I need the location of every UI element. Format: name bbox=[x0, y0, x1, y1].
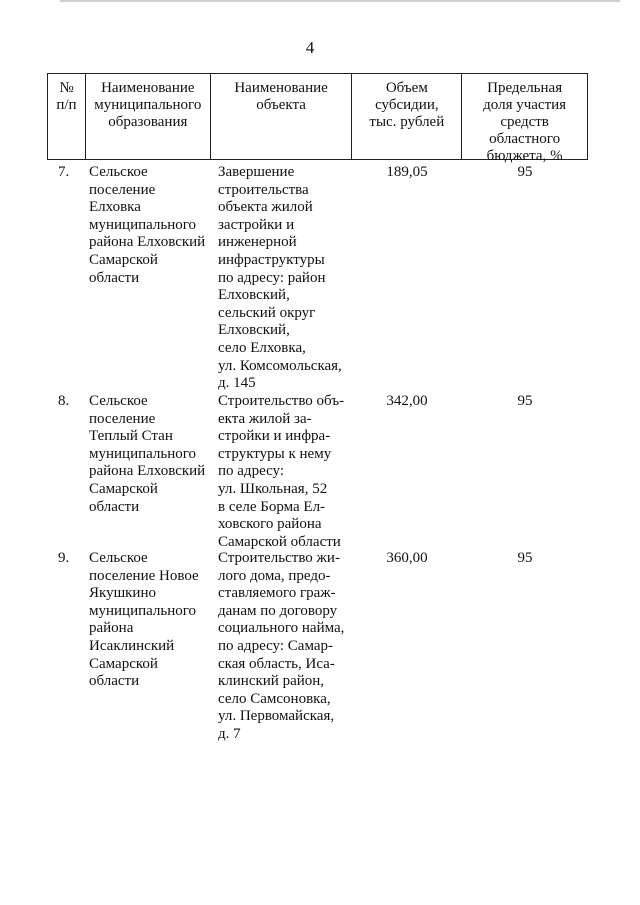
header-subsidy: Объем субсидии, тыс. рублей bbox=[352, 74, 462, 159]
header-object: Наименование объекта bbox=[211, 74, 353, 159]
row-object: Завершение строительства объекта жилой застройки и инженерной инфраструктуры по адресу: район Елховский, сельский округ Елховский, село Елховка, ул. Комсомольская, д. 145 bbox=[218, 164, 342, 392]
row-object: Строительство объ- екта жилой за- стройки и инфра- структуры к нему по адресу: ул. Школьная, 52 в селе Борма Ел- ховского района Самарской области bbox=[218, 393, 345, 550]
row-share: 95 bbox=[517, 393, 533, 409]
table-row bbox=[47, 550, 588, 750]
row-municipality: Сельское поселение Теплый Стан муниципального района Елховский Самарской области bbox=[89, 393, 206, 515]
row-municipality: Сельское поселение Новое Якушкино муниципального района Исаклинский Самарской области bbox=[89, 550, 199, 690]
header-number: № п/п bbox=[48, 74, 86, 159]
page-number: 4 bbox=[305, 38, 315, 57]
table-row bbox=[47, 393, 588, 550]
row-share: 95 bbox=[517, 550, 533, 566]
row-share: 95 bbox=[517, 164, 533, 180]
table-row bbox=[47, 164, 588, 393]
row-subsidy: 360,00 bbox=[386, 550, 428, 566]
row-number: 7. bbox=[58, 164, 70, 180]
table-header bbox=[47, 73, 588, 164]
row-municipality: Сельское поселение Елховка муниципального района Елховский Самарской области bbox=[89, 164, 206, 286]
row-subsidy: 342,00 bbox=[386, 393, 428, 409]
row-number: 9. bbox=[58, 550, 70, 566]
header-share: Предельная доля участия средств областного бюджета, % bbox=[462, 74, 588, 159]
row-object: Строительство жи- лого дома, предо- ставляемого граж- данам по договору социального найма, по адресу: Самар- ская область, Иса- клинский район, село Самсоновка, ул. Первомайская, д. 7 bbox=[218, 550, 345, 742]
row-subsidy: 189,05 bbox=[386, 164, 428, 180]
scan-edge bbox=[60, 0, 620, 2]
subsidy-table bbox=[47, 73, 588, 750]
header-municipality: Наименование муниципального образования bbox=[86, 74, 211, 159]
row-number: 8. bbox=[58, 393, 70, 409]
